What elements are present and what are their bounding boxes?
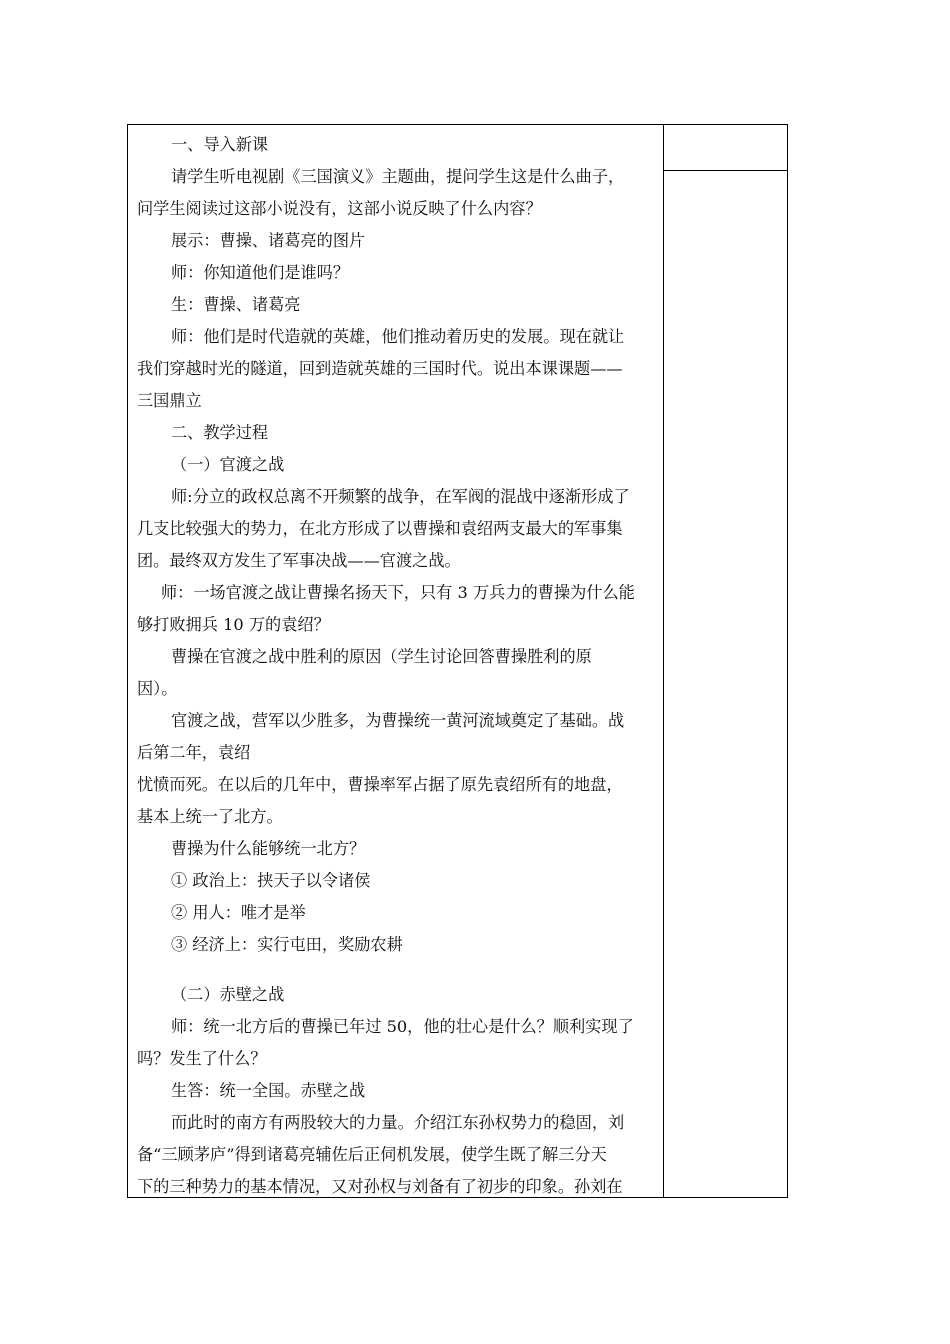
text-line: 后第二年，袁绍 — [137, 743, 251, 762]
text-line: 请学生听电视剧《三国演义》主题曲，提问学生这是什么曲子， — [171, 167, 625, 186]
section-heading: 二、教学过程 — [171, 423, 269, 442]
text-line: 团。最终双方发生了军事决战——官渡之战。 — [137, 551, 461, 570]
text-line: 生答：统一全国。赤壁之战 — [171, 1081, 366, 1100]
text-line: 忧愤而死。在以后的几年中，曹操率军占据了原先袁绍所有的地盘， — [137, 775, 623, 794]
text-line: 而此时的南方有两股较大的力量。介绍江东孙权势力的稳固，刘 — [171, 1113, 625, 1132]
text-line: 展示：曹操、诸葛亮的图片 — [171, 231, 366, 250]
text-line: 几支比较强大的势力，在北方形成了以曹操和袁绍两支最大的军事集 — [137, 519, 623, 538]
blank-line — [137, 961, 657, 979]
subsection-heading: （二）赤壁之战 — [171, 985, 285, 1004]
text-line: 官渡之战，营军以少胜多，为曹操统一黄河流域奠定了基础。战 — [171, 711, 625, 730]
text-line: 师：你知道他们是谁吗？ — [171, 263, 350, 282]
text-line: 下的三种势力的基本情况，又对孙权与刘备有了初步的印象。孙刘在 — [137, 1177, 623, 1196]
text-line: 备“三顾茅庐”得到诸葛亮辅佐后正伺机发展，使学生既了解三分天 — [137, 1145, 607, 1164]
text-line: 三国鼎立 — [137, 391, 202, 410]
text-line: 够打败拥兵 10 万的袁绍？ — [137, 615, 330, 634]
right-column-row-line — [664, 170, 788, 171]
text-line: 问学生阅读过这部小说没有，这部小说反映了什么内容？ — [137, 199, 542, 218]
text-line: 师:分立的政权总离不开频繁的战争，在军阀的混战中逐渐形成了 — [171, 487, 630, 506]
lesson-content — [137, 129, 657, 1198]
list-item: ① 政治上：挟天子以令诸侯 — [171, 871, 371, 890]
text-line: 曹操在官渡之战中胜利的原因（学生讨论回答曹操胜利的原 — [171, 647, 592, 666]
text-line: 因）。 — [137, 679, 178, 698]
list-item: ② 用人：唯才是举 — [171, 903, 306, 922]
lesson-table — [127, 124, 788, 1198]
text-line: 师：他们是时代造就的英雄，他们推动着历史的发展。现在就让 — [171, 327, 625, 346]
list-item: ③ 经济上：实行屯田，奖励农耕 — [171, 935, 403, 954]
column-divider — [663, 125, 664, 1197]
text-line: 我们穿越时光的隧道，回到造就英雄的三国时代。说出本课课题—— — [137, 359, 623, 378]
text-line: 师：统一北方后的曹操已年过 50，他的壮心是什么？顺利实现了 — [171, 1017, 634, 1036]
section-heading: 一、导入新课 — [171, 135, 269, 154]
subsection-heading: （一）官渡之战 — [171, 455, 285, 474]
text-line: 基本上统一了北方。 — [137, 807, 283, 826]
text-line: 生：曹操、诸葛亮 — [171, 295, 301, 314]
text-line: 曹操为什么能够统一北方？ — [171, 839, 366, 858]
text-line: 吗？发生了什么？ — [137, 1049, 267, 1068]
text-line: 师：一场官渡之战让曹操名扬天下，只有 3 万兵力的曹操为什么能 — [161, 583, 635, 602]
